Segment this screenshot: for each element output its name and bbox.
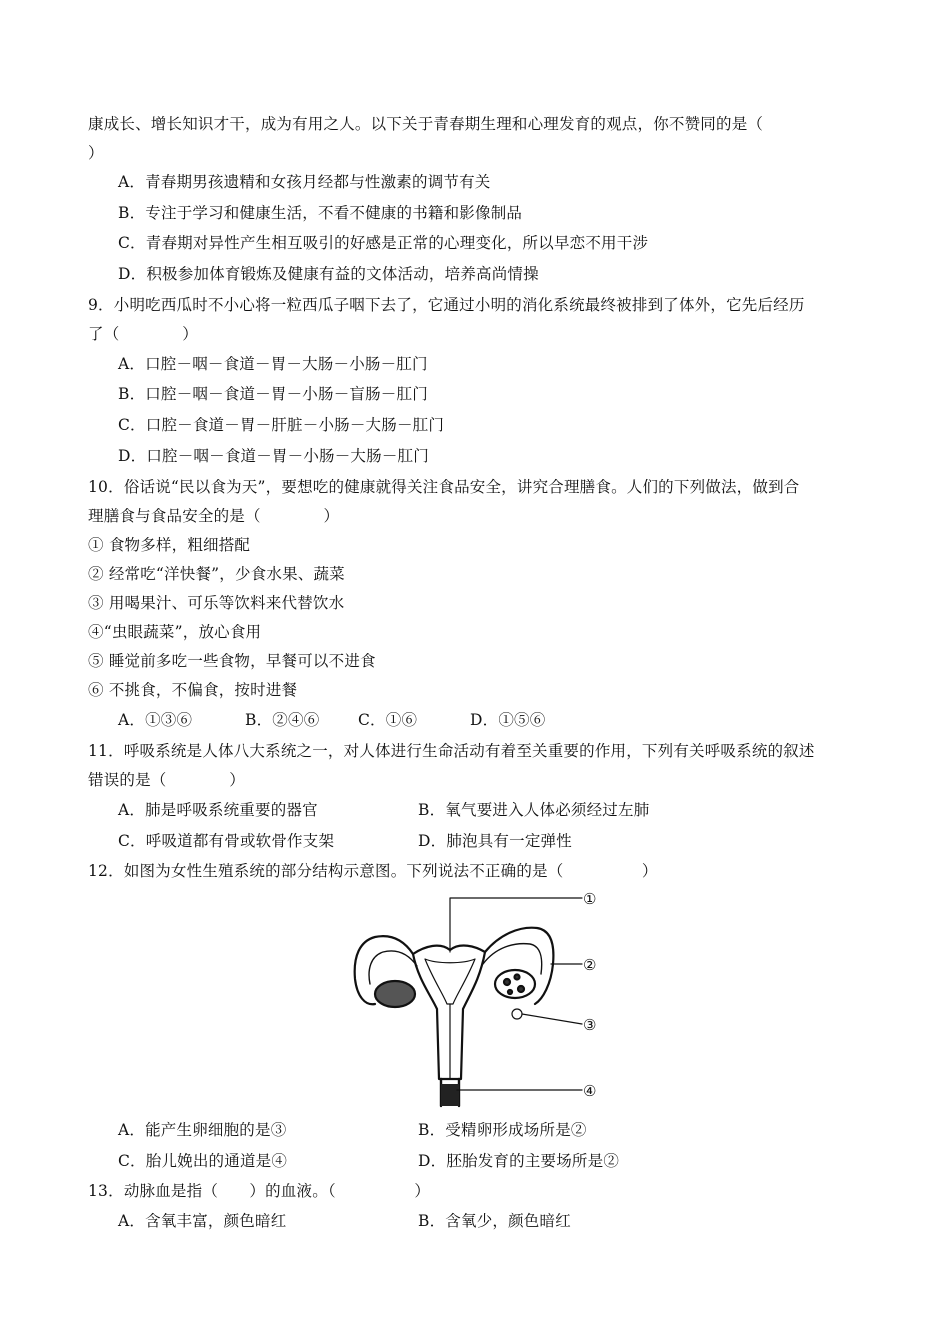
q10-option-b: B．②④⑥ xyxy=(245,711,320,729)
q11-stem-line1: 11．呼吸系统是人体八大系统之一，对人体进行生命活动有着至关重要的作用，下列有关呼吸系统的叙述 xyxy=(88,742,815,760)
q13-stem: 13．动脉血是指（ ）的血液。（ ） xyxy=(88,1182,431,1200)
figure-label-1: ① xyxy=(583,890,597,908)
q12-stem: 12．如图为女性生殖系统的部分结构示意图。下列说法不正确的是（ ） xyxy=(88,862,658,880)
q8-option-d: D．积极参加体育锻炼及健康有益的文体活动，培养高尚情操 xyxy=(118,265,539,283)
q11-option-d: D．肺泡具有一定弹性 xyxy=(418,832,572,850)
left-ovary xyxy=(375,981,415,1007)
q11-option-b: B．氧气要进入人体必须经过左肺 xyxy=(418,801,650,819)
q12-option-c: C．胎儿娩出的通道是④ xyxy=(118,1152,288,1170)
figure-label-2: ② xyxy=(583,956,597,974)
q10-option-c: C．①⑥ xyxy=(358,711,418,729)
q12-option-a: A．能产生卵细胞的是③ xyxy=(118,1121,287,1139)
q9-stem-line2: 了（ ） xyxy=(88,325,198,343)
q11-option-c: C．呼吸道都有骨或软骨作支架 xyxy=(118,832,335,850)
q10-item-4: ④“虫眼蔬菜”，放心食用 xyxy=(88,623,262,641)
figure-label-3: ③ xyxy=(583,1016,597,1034)
q13-option-b: B．含氧少，颜色暗红 xyxy=(418,1212,571,1230)
q10-item-2: ② 经常吃“洋快餐”，少食水果、蔬菜 xyxy=(88,565,345,583)
q13-option-a: A．含氧丰富，颜色暗红 xyxy=(118,1212,287,1230)
q8-option-b: B．专注于学习和健康生活，不看不健康的书籍和影像制品 xyxy=(118,204,523,222)
q10-item-6: ⑥ 不挑食，不偏食，按时进餐 xyxy=(88,681,298,699)
q8-stem-continued: 康成长、增长知识才干，成为有用之人。以下关于青春期生理和心理发育的观点，你不赞同的是（ xyxy=(88,115,764,133)
uterus xyxy=(413,946,485,1079)
q12-option-d: D．胚胎发育的主要场所是② xyxy=(418,1152,620,1170)
q9-option-c: C．口腔－食道－胃－肝脏－小肠－大肠－肛门 xyxy=(118,416,445,434)
q8-option-a: A．青春期男孩遗精和女孩月经都与性激素的调节有关 xyxy=(118,173,491,191)
q10-item-3: ③ 用喝果汁、可乐等饮料来代替饮水 xyxy=(88,594,345,612)
q11-option-a: A．肺是呼吸系统重要的器官 xyxy=(118,801,318,819)
q10-option-a: A．①③⑥ xyxy=(118,711,193,729)
q9-option-b: B．口腔－咽－食道－胃－小肠－盲肠－肛门 xyxy=(118,385,428,403)
q8-stem-close-paren: ） xyxy=(88,144,104,162)
q12-option-b: B．受精卵形成场所是② xyxy=(418,1121,587,1139)
female-reproductive-system-figure xyxy=(345,884,615,1109)
q10-option-d: D．①⑤⑥ xyxy=(470,711,546,729)
q10-item-5: ⑤ 睡觉前多吃一些食物，早餐可以不进食 xyxy=(88,652,376,670)
q10-item-1: ① 食物多样，粗细搭配 xyxy=(88,536,251,554)
q9-option-d: D．口腔－咽－食道－胃－小肠－大肠－肛门 xyxy=(118,447,429,465)
figure-label-4: ④ xyxy=(583,1082,597,1100)
q10-stem-line2: 理膳食与食品安全的是（ ） xyxy=(88,507,340,525)
q10-stem-line1: 10．俗话说“民以食为天”，要想吃的健康就得关注食品安全，讲究合理膳食。人们的下列做法，做到合 xyxy=(88,478,800,496)
q9-option-a: A．口腔－咽－食道－胃－大肠－小肠－肛门 xyxy=(118,355,428,373)
q11-stem-line2: 错误的是（ ） xyxy=(88,771,246,789)
q8-option-c: C．青春期对异性产生相互吸引的好感是正常的心理变化，所以早恋不用干涉 xyxy=(118,234,649,252)
q9-stem-line1: 9．小明吃西瓜时不小心将一粒西瓜子咽下去了，它通过小明的消化系统最终被排到了体外，它先后经历 xyxy=(88,296,805,314)
